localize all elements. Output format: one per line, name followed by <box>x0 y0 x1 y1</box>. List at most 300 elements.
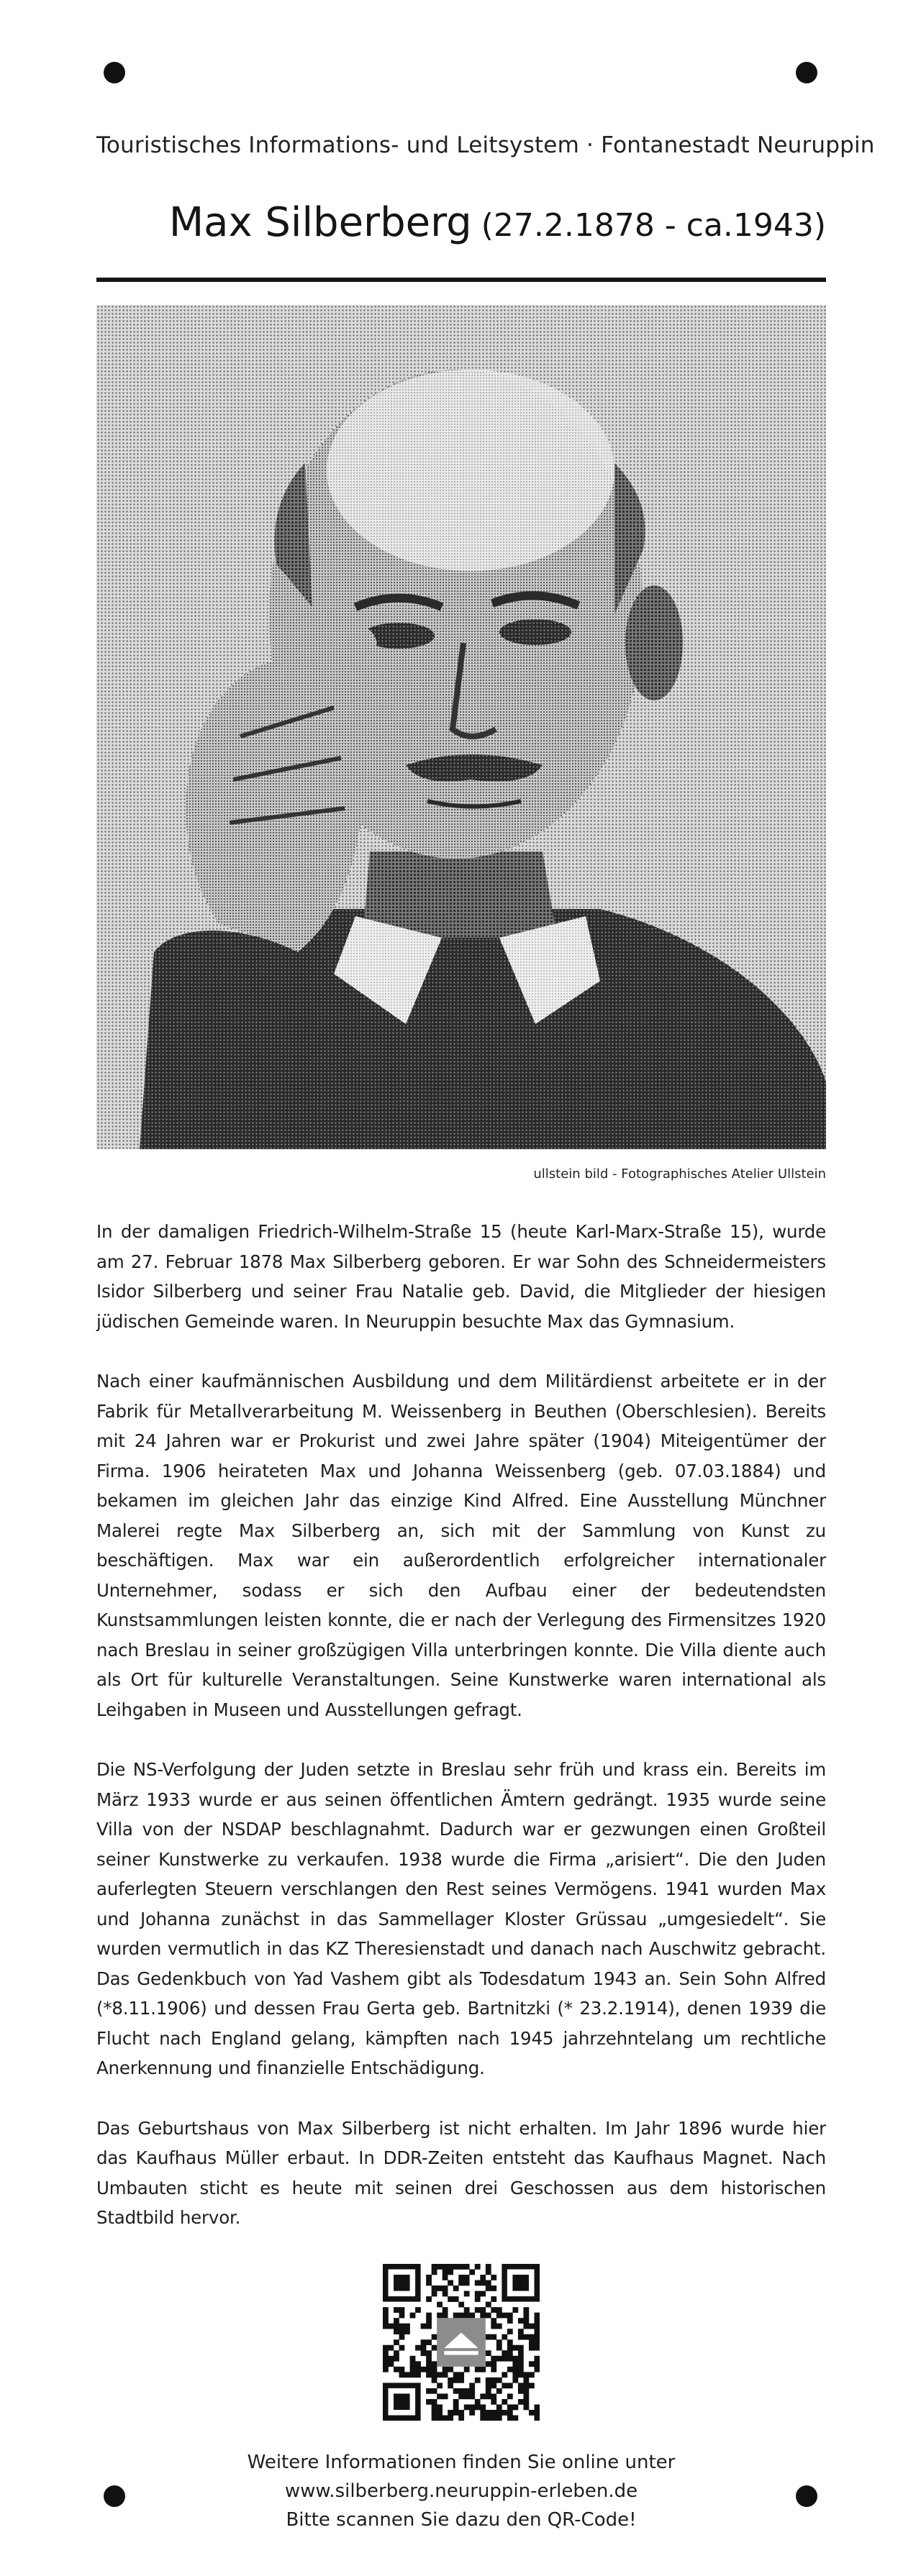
qr-module <box>512 2378 518 2383</box>
qr-module <box>437 2393 443 2399</box>
qr-module <box>491 2415 496 2421</box>
qr-module <box>432 2367 437 2372</box>
qr-module <box>496 2313 502 2319</box>
qr-module <box>469 2393 475 2399</box>
qr-module <box>453 2264 459 2270</box>
qr-module <box>432 2264 437 2270</box>
qr-module <box>443 2372 448 2378</box>
qr-module <box>491 2367 496 2372</box>
qr-module <box>426 2388 432 2394</box>
qr-module <box>394 2329 399 2334</box>
qr-module <box>502 2334 507 2340</box>
paragraph-birthplace: Das Geburtshaus von Max Silberberg ist nicht erhalten. Im Jahr 1896 wurde hier das Kaufhaus Müller erbaut. In DDR-Zeiten entsteht das Kaufhaus Magnet. Nach Umbauten sticht es heute mit seinen drei Geschossen aus dem historischen Stadtbild hervor. <box>96 2117 826 2228</box>
qr-module <box>410 2356 416 2362</box>
qr-module <box>491 2410 496 2416</box>
qr-module <box>448 2367 453 2372</box>
qr-module <box>399 2372 405 2378</box>
qr-module <box>480 2313 486 2319</box>
qr-module <box>475 2307 481 2313</box>
qr-module <box>404 2324 410 2329</box>
qr-module <box>529 2339 535 2345</box>
qr-module <box>394 2356 399 2362</box>
qr-module <box>383 2318 389 2324</box>
qr-module <box>453 2296 459 2302</box>
qr-module <box>464 2280 470 2286</box>
qr-module <box>464 2275 470 2280</box>
qr-module <box>383 2324 389 2329</box>
qr-module <box>443 2367 448 2372</box>
qr-module <box>399 2307 405 2313</box>
qr-module <box>523 2404 529 2410</box>
qr-module <box>486 2388 491 2394</box>
qr-module <box>421 2350 427 2356</box>
title-divider <box>96 278 826 282</box>
qr-module <box>421 2324 427 2329</box>
qr-module <box>426 2361 432 2367</box>
qr-module <box>426 2275 432 2280</box>
qr-module <box>486 2270 491 2275</box>
qr-module <box>502 2383 507 2388</box>
qr-module <box>518 2334 524 2340</box>
qr-module <box>475 2378 481 2383</box>
qr-module <box>529 2324 535 2329</box>
qr-module <box>480 2275 486 2280</box>
qr-module <box>475 2404 481 2410</box>
qr-module <box>518 2329 524 2334</box>
qr-module <box>523 2318 529 2324</box>
qr-module <box>502 2410 507 2416</box>
qr-module <box>432 2399 437 2405</box>
qr-module <box>518 2383 524 2388</box>
qr-module <box>426 2324 432 2329</box>
qr-module <box>453 2372 459 2378</box>
qr-module <box>399 2329 405 2334</box>
qr-module <box>437 2372 443 2378</box>
qr-module <box>432 2345 437 2351</box>
qr-module <box>469 2388 475 2394</box>
qr-module <box>415 2367 421 2372</box>
paragraph-birth: In der damaligen Friedrich-Wilhelm-Straße 15 (heute Karl-Marx-Straße 15), wurde am 27. Februar 1878 Max Silberberg geboren. Er war Sohn des Schneidermeisters Isidor Silberberg und seiner Frau Natalie geb. David, die Mitglieder der hiesigen jüdischen Gemeinde waren. In Neuruppin besuchte Max das Gymnasium. <box>96 1221 826 1332</box>
qr-module <box>523 2324 529 2329</box>
qr-module <box>389 2361 394 2367</box>
qr-module <box>448 2296 453 2302</box>
qr-module <box>453 2404 459 2410</box>
mounting-dot-top-right <box>796 62 817 83</box>
qr-module <box>518 2356 524 2362</box>
qr-module <box>507 2339 513 2345</box>
qr-module <box>491 2356 496 2362</box>
qr-module <box>415 2307 421 2313</box>
qr-module <box>491 2361 496 2367</box>
qr-module <box>394 2339 399 2345</box>
qr-module <box>453 2410 459 2416</box>
qr-module <box>496 2307 502 2313</box>
qr-module <box>437 2415 443 2421</box>
qr-module <box>426 2356 432 2362</box>
footer-info-text: Weitere Informationen finden Sie online unter <box>247 2452 676 2473</box>
qr-module <box>480 2404 486 2410</box>
qr-module <box>518 2350 524 2356</box>
qr-module <box>502 2356 507 2362</box>
qr-module <box>426 2339 432 2345</box>
qr-module <box>512 2415 518 2421</box>
qr-module <box>432 2410 437 2416</box>
qr-module <box>480 2393 486 2399</box>
qr-module <box>534 2356 540 2362</box>
footer-scan-hint: Bitte scannen Sie dazu den QR-Code! <box>286 2509 637 2531</box>
qr-finder-pattern <box>394 2393 410 2410</box>
qr-module <box>415 2361 421 2367</box>
qr-module <box>486 2302 491 2308</box>
title-dates: (27.2.1878 - ca.1943) <box>481 207 826 244</box>
qr-module <box>458 2302 464 2308</box>
qr-module <box>496 2345 502 2351</box>
qr-module <box>534 2415 540 2421</box>
qr-module <box>502 2399 507 2405</box>
qr-module <box>475 2367 481 2372</box>
qr-logo-base <box>444 2351 478 2355</box>
qr-module <box>507 2404 513 2410</box>
qr-module <box>491 2393 496 2399</box>
qr-module <box>410 2372 416 2378</box>
qr-module <box>491 2307 496 2313</box>
qr-module <box>426 2318 432 2324</box>
qr-module <box>534 2361 540 2367</box>
photo-credit: ullstein bild - Fotographisches Atelier Ullstein <box>533 1166 826 1182</box>
qr-module <box>475 2399 481 2405</box>
qr-module <box>383 2361 389 2367</box>
qr-module <box>480 2415 486 2421</box>
qr-module <box>453 2313 459 2319</box>
qr-module <box>399 2367 405 2372</box>
qr-module <box>523 2378 529 2383</box>
qr-module <box>448 2280 453 2286</box>
qr-module <box>394 2324 399 2329</box>
qr-module <box>507 2356 513 2362</box>
qr-module <box>534 2324 540 2329</box>
qr-module <box>512 2372 518 2378</box>
qr-module <box>496 2378 502 2383</box>
qr-module <box>496 2324 502 2329</box>
qr-module <box>507 2383 513 2388</box>
qr-module <box>432 2415 437 2421</box>
qr-module <box>529 2334 535 2340</box>
qr-module <box>426 2399 432 2405</box>
qr-module <box>458 2378 464 2383</box>
qr-module <box>399 2345 405 2351</box>
qr-module <box>415 2345 421 2351</box>
qr-module <box>437 2313 443 2319</box>
qr-module <box>410 2367 416 2372</box>
qr-module <box>496 2356 502 2362</box>
qr-module <box>469 2270 475 2275</box>
qr-module <box>480 2367 486 2372</box>
paragraph-persecution: Die NS-Verfolgung der Juden setzte in Breslau sehr früh und krass ein. Bereits im März 1933 wurde er aus seinen öffentlichen Ämtern gedrängt. 1935 wurde seine Villa von der NSDAP beschlagnahmt. Dadurch war er gezwungen einen Großteil seiner Kunstwerke zu verkaufen. 1938 wurde die Firma „arisiert“. Die den Juden auferlegten Steuern verschlangen den Rest seines Vermögens. 1941 wurden Max und Johanna zunächst in das Sammellager Kloster Grüssau „umgesiedelt“. Sie wurden vermutlich in das KZ Theresienstadt und danach nach Auschwitz gebracht. Das Gedenkbuch von Yad Vashem gibt als Todesdatum 1943 an. Sein Sohn Alfred (*8.11.1906) und dessen Frau Gerta geb. Bartnitzki (* 23.2.1914), denen 1939 die Flucht nach England gelang, kämpften nach 1945 jahrzehntelang um rechtliche Anerkennung und finanzielle Entschädigung. <box>96 1759 826 2078</box>
qr-module <box>523 2334 529 2340</box>
qr-module <box>518 2318 524 2324</box>
qr-module <box>432 2388 437 2394</box>
qr-module <box>529 2372 535 2378</box>
qr-module <box>443 2285 448 2291</box>
qr-module <box>534 2339 540 2345</box>
qr-module <box>502 2313 507 2319</box>
qr-module <box>480 2291 486 2297</box>
qr-module <box>437 2410 443 2416</box>
qr-module <box>464 2393 470 2399</box>
qr-module <box>534 2334 540 2340</box>
qr-module <box>496 2404 502 2410</box>
qr-module <box>469 2404 475 2410</box>
mounting-dot-top-left <box>104 62 125 83</box>
qr-module <box>453 2388 459 2394</box>
qr-module <box>453 2378 459 2383</box>
qr-module <box>458 2280 464 2286</box>
qr-module <box>523 2307 529 2313</box>
qr-module <box>437 2404 443 2410</box>
qr-module <box>491 2324 496 2329</box>
paragraph-career: Nach einer kaufmännischen Ausbildung und dem Militärdienst arbeitete er in der Fabrik für Metallverarbeitung M. Weissenberg in Beuthen (Oberschlesien). Bereits mit 24 Jahren war er Prokurist und zwei Jahre später (1904) Miteigentümer der Firma. 1906 heirateten Max und Johanna Weissenberg (geb. 07.03.1884) und bekamen im gleichen Jahr das einzige Kind Alfred. Eine Ausstellung Münchner Malerei regte Max Silberberg an, sich mit der Sammlung von Kunst zu beschäftigen. Max war ein außerordentlich erfolgreicher internationaler Unternehmer, sodass er sich den Aufbau einer der bedeutendsten Kunstsammlungen leisten konnte, die er nach der Verlegung des Firmensitzes 1920 nach Breslau in seiner großzügigen Villa unterbringen konnte. Die Villa diente auch als Ort für kulturelle Veranstaltungen. Seine Kunstwerke waren international als Leihgaben in Museen und Ausstellungen gefragt. <box>96 1371 826 1720</box>
footer <box>96 2448 826 2534</box>
qr-module <box>502 2350 507 2356</box>
qr-module <box>421 2367 427 2372</box>
qr-module <box>486 2378 491 2383</box>
qr-module <box>448 2415 453 2421</box>
qr-module <box>507 2367 513 2372</box>
qr-module <box>518 2388 524 2394</box>
qr-module <box>469 2383 475 2388</box>
qr-module <box>491 2378 496 2383</box>
qr-module <box>518 2345 524 2351</box>
qr-module <box>421 2339 427 2345</box>
qr-module <box>486 2410 491 2416</box>
qr-module <box>518 2399 524 2405</box>
qr-module <box>432 2404 437 2410</box>
qr-module <box>512 2404 518 2410</box>
qr-module <box>464 2313 470 2319</box>
qr-module <box>496 2339 502 2345</box>
qr-module <box>518 2372 524 2378</box>
qr-module <box>415 2372 421 2378</box>
qr-module <box>529 2410 535 2416</box>
qr-module <box>426 2280 432 2286</box>
qr-module <box>458 2415 464 2421</box>
qr-module <box>507 2393 513 2399</box>
qr-module <box>437 2285 443 2291</box>
qr-module <box>486 2361 491 2367</box>
qr-module <box>426 2372 432 2378</box>
qr-module <box>458 2275 464 2280</box>
portrait-photo <box>96 305 826 1149</box>
qr-code[interactable] <box>383 2264 540 2421</box>
qr-module <box>389 2324 394 2329</box>
qr-module <box>458 2388 464 2394</box>
qr-module <box>437 2264 443 2270</box>
qr-module <box>491 2285 496 2291</box>
qr-module <box>507 2318 513 2324</box>
qr-module <box>496 2410 502 2416</box>
qr-module <box>475 2264 481 2270</box>
qr-module <box>523 2383 529 2388</box>
qr-module <box>399 2324 405 2329</box>
qr-module <box>448 2264 453 2270</box>
qr-module <box>523 2372 529 2378</box>
qr-module <box>491 2334 496 2340</box>
qr-module <box>534 2329 540 2334</box>
qr-module <box>486 2334 491 2340</box>
qr-module <box>458 2372 464 2378</box>
qr-module <box>458 2393 464 2399</box>
qr-module <box>486 2383 491 2388</box>
qr-module <box>389 2345 394 2351</box>
qr-module <box>426 2313 432 2319</box>
qr-module <box>475 2291 481 2297</box>
qr-module <box>507 2313 513 2319</box>
qr-module <box>512 2345 518 2351</box>
qr-module <box>443 2270 448 2275</box>
qr-module <box>443 2393 448 2399</box>
qr-module <box>464 2307 470 2313</box>
qr-module <box>486 2313 491 2319</box>
qr-module <box>426 2296 432 2302</box>
qr-module <box>383 2345 389 2351</box>
qr-module <box>399 2334 405 2340</box>
qr-module <box>432 2334 437 2340</box>
qr-module <box>448 2270 453 2275</box>
qr-module <box>394 2307 399 2313</box>
qr-module <box>404 2372 410 2378</box>
qr-module <box>443 2264 448 2270</box>
qr-module <box>432 2378 437 2383</box>
qr-module <box>394 2367 399 2372</box>
qr-module <box>464 2367 470 2372</box>
qr-module <box>507 2410 513 2416</box>
qr-module <box>491 2383 496 2388</box>
qr-module <box>534 2345 540 2351</box>
qr-module <box>410 2313 416 2319</box>
qr-module <box>443 2415 448 2421</box>
qr-module <box>458 2264 464 2270</box>
qr-module <box>383 2356 389 2362</box>
qr-module <box>486 2264 491 2270</box>
qr-module <box>458 2313 464 2319</box>
qr-module <box>426 2367 432 2372</box>
qr-module <box>480 2280 486 2286</box>
qr-module <box>491 2318 496 2324</box>
qr-module <box>486 2415 491 2421</box>
qr-module <box>437 2302 443 2308</box>
qr-module <box>443 2307 448 2313</box>
qr-module <box>469 2313 475 2319</box>
qr-module <box>404 2329 410 2334</box>
qr-module <box>491 2399 496 2405</box>
qr-module <box>486 2393 491 2399</box>
qr-module <box>496 2415 502 2421</box>
qr-module <box>432 2361 437 2367</box>
qr-module <box>512 2307 518 2313</box>
qr-module <box>486 2285 491 2291</box>
qr-module <box>443 2313 448 2319</box>
qr-module <box>443 2291 448 2297</box>
qr-module <box>523 2388 529 2394</box>
qr-module <box>529 2361 535 2367</box>
qr-module <box>529 2383 535 2388</box>
qr-module <box>453 2285 459 2291</box>
qr-module <box>480 2307 486 2313</box>
qr-module <box>475 2280 481 2286</box>
qr-module <box>432 2372 437 2378</box>
qr-module <box>464 2388 470 2394</box>
qr-module <box>432 2270 437 2275</box>
qr-finder-pattern <box>394 2275 410 2291</box>
qr-module <box>534 2367 540 2372</box>
qr-module <box>523 2393 529 2399</box>
qr-module <box>496 2388 502 2394</box>
qr-module <box>502 2372 507 2378</box>
qr-module <box>534 2404 540 2410</box>
qr-module <box>394 2318 399 2324</box>
qr-module <box>507 2350 513 2356</box>
qr-module <box>534 2318 540 2324</box>
qr-module <box>383 2350 389 2356</box>
qr-module <box>534 2410 540 2416</box>
qr-module <box>453 2399 459 2405</box>
qr-module <box>529 2345 535 2351</box>
qr-module <box>523 2399 529 2405</box>
qr-module <box>399 2313 405 2319</box>
qr-finder-pattern <box>512 2275 529 2291</box>
qr-module <box>491 2296 496 2302</box>
qr-module <box>486 2280 491 2286</box>
qr-module <box>426 2350 432 2356</box>
title-name: Max Silberberg <box>168 199 472 246</box>
qr-module <box>475 2296 481 2302</box>
qr-module <box>458 2410 464 2416</box>
qr-module <box>383 2313 389 2319</box>
header-subtitle: Touristisches Informations- und Leitsystem · Fontanestadt Neuruppin <box>96 132 875 158</box>
biography-text <box>96 1217 826 2263</box>
qr-module <box>464 2291 470 2297</box>
qr-module <box>507 2345 513 2351</box>
qr-module <box>518 2361 524 2367</box>
qr-module <box>523 2313 529 2319</box>
qr-module <box>432 2285 437 2291</box>
qr-module <box>421 2345 427 2351</box>
qr-module <box>394 2350 399 2356</box>
page-title <box>96 199 826 246</box>
qr-module <box>410 2361 416 2367</box>
qr-module <box>512 2367 518 2372</box>
qr-module <box>432 2291 437 2297</box>
qr-module <box>507 2415 513 2421</box>
qr-module <box>512 2356 518 2362</box>
footer-url-link[interactable]: www.silberberg.neuruppin-erleben.de <box>284 2480 638 2502</box>
qr-module <box>518 2367 524 2372</box>
qr-module <box>464 2404 470 2410</box>
qr-module <box>534 2313 540 2319</box>
qr-module <box>383 2307 389 2313</box>
qr-module <box>491 2275 496 2280</box>
qr-module <box>443 2275 448 2280</box>
qr-module <box>448 2383 453 2388</box>
qr-module <box>448 2378 453 2383</box>
qr-module <box>507 2329 513 2334</box>
qr-module <box>480 2410 486 2416</box>
qr-module <box>448 2410 453 2416</box>
qr-module <box>389 2356 394 2362</box>
qr-module <box>383 2367 389 2372</box>
qr-module <box>486 2350 491 2356</box>
qr-module <box>464 2264 470 2270</box>
